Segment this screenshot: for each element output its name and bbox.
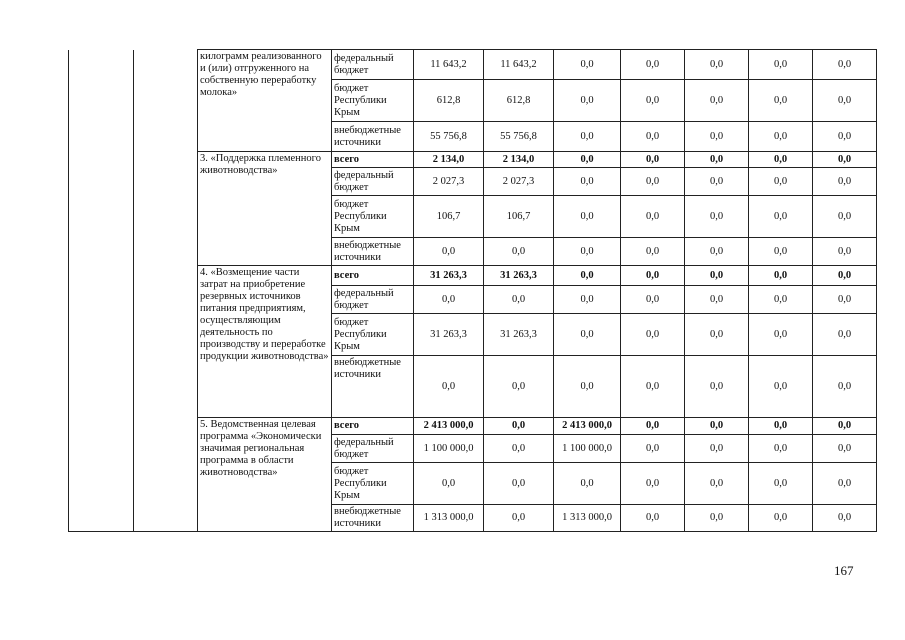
amount-cell: 0,0 — [749, 418, 813, 435]
amount-cell: 1 100 000,0 — [554, 435, 621, 463]
amount-cell: 0,0 — [685, 505, 749, 532]
amount-cell: 0,0 — [554, 50, 621, 80]
amount-cell: 0,0 — [414, 356, 484, 418]
amount-cell: 1 313 000,0 — [414, 505, 484, 532]
amount-cell: 0,0 — [685, 238, 749, 266]
amount-cell: 0,0 — [685, 50, 749, 80]
amount-cell: 55 756,8 — [414, 122, 484, 152]
funding-source-cell: бюджет Республики Крым — [332, 463, 414, 505]
measure-name-cell: 4. «Возмещение части затрат на приобретение резервных источников питания предприятиям, осуществляющим деятельность по производству и переработке продукции животноводства» — [198, 266, 332, 418]
blank-cell — [134, 50, 198, 532]
funding-source-cell: внебюджетные источники — [332, 238, 414, 266]
funding-source-cell: федеральный бюджет — [332, 435, 414, 463]
amount-cell: 11 643,2 — [484, 50, 554, 80]
amount-cell: 0,0 — [621, 314, 685, 356]
amount-cell: 31 263,3 — [414, 314, 484, 356]
amount-cell: 0,0 — [685, 463, 749, 505]
amount-cell: 0,0 — [554, 286, 621, 314]
amount-cell: 106,7 — [414, 196, 484, 238]
amount-cell: 0,0 — [685, 314, 749, 356]
amount-cell: 0,0 — [414, 463, 484, 505]
amount-cell: 0,0 — [813, 435, 877, 463]
amount-cell: 0,0 — [484, 286, 554, 314]
amount-cell: 0,0 — [554, 122, 621, 152]
amount-cell: 0,0 — [685, 80, 749, 122]
amount-cell: 2 134,0 — [414, 152, 484, 168]
amount-cell: 0,0 — [484, 238, 554, 266]
amount-cell: 55 756,8 — [484, 122, 554, 152]
amount-cell: 0,0 — [749, 314, 813, 356]
amount-cell: 2 413 000,0 — [414, 418, 484, 435]
amount-cell: 0,0 — [414, 286, 484, 314]
amount-cell: 0,0 — [685, 286, 749, 314]
amount-cell: 0,0 — [554, 238, 621, 266]
amount-cell: 0,0 — [813, 356, 877, 418]
amount-cell: 0,0 — [749, 196, 813, 238]
amount-cell: 0,0 — [621, 286, 685, 314]
funding-source-cell: всего — [332, 418, 414, 435]
funding-source-cell: федеральный бюджет — [332, 168, 414, 196]
amount-cell: 0,0 — [749, 238, 813, 266]
amount-cell: 612,8 — [484, 80, 554, 122]
funding-source-cell: федеральный бюджет — [332, 286, 414, 314]
amount-cell: 0,0 — [554, 80, 621, 122]
table-row — [69, 50, 877, 80]
amount-cell: 0,0 — [554, 314, 621, 356]
amount-cell: 0,0 — [813, 80, 877, 122]
amount-cell: 2 027,3 — [484, 168, 554, 196]
funding-source-cell: всего — [332, 266, 414, 286]
amount-cell: 2 413 000,0 — [554, 418, 621, 435]
amount-cell: 31 263,3 — [414, 266, 484, 286]
amount-cell: 0,0 — [749, 80, 813, 122]
amount-cell: 0,0 — [813, 196, 877, 238]
amount-cell: 0,0 — [813, 152, 877, 168]
amount-cell: 0,0 — [813, 463, 877, 505]
amount-cell: 0,0 — [554, 463, 621, 505]
amount-cell: 0,0 — [813, 122, 877, 152]
amount-cell: 2 027,3 — [414, 168, 484, 196]
amount-cell: 0,0 — [749, 122, 813, 152]
measure-name-cell: 3. «Поддержка племенного животноводства» — [198, 152, 332, 266]
amount-cell: 2 134,0 — [484, 152, 554, 168]
amount-cell: 0,0 — [554, 152, 621, 168]
amount-cell: 0,0 — [749, 50, 813, 80]
amount-cell: 0,0 — [813, 238, 877, 266]
blank-cell — [69, 50, 134, 532]
amount-cell: 0,0 — [621, 435, 685, 463]
amount-cell: 0,0 — [621, 196, 685, 238]
amount-cell: 0,0 — [621, 50, 685, 80]
amount-cell: 0,0 — [749, 286, 813, 314]
amount-cell: 0,0 — [621, 80, 685, 122]
funding-source-cell: бюджет Республики Крым — [332, 80, 414, 122]
amount-cell: 0,0 — [813, 314, 877, 356]
funding-source-cell: внебюджетные источники — [332, 505, 414, 532]
funding-source-cell: внебюджетные источники — [332, 356, 414, 418]
amount-cell: 0,0 — [484, 356, 554, 418]
budget-table — [68, 49, 877, 532]
amount-cell: 0,0 — [621, 238, 685, 266]
amount-cell: 0,0 — [749, 505, 813, 532]
page-number: 167 — [834, 563, 854, 578]
funding-source-cell: всего — [332, 152, 414, 168]
amount-cell: 0,0 — [621, 152, 685, 168]
amount-cell: 0,0 — [685, 356, 749, 418]
amount-cell: 0,0 — [813, 50, 877, 80]
funding-source-cell: федеральный бюджет — [332, 50, 414, 80]
amount-cell: 0,0 — [621, 505, 685, 532]
amount-cell: 0,0 — [685, 418, 749, 435]
measure-name-cell: килограмм реализованного и (или) отгруженного на собственную переработку молока» — [198, 50, 332, 152]
amount-cell: 0,0 — [621, 356, 685, 418]
amount-cell: 0,0 — [749, 435, 813, 463]
amount-cell: 0,0 — [554, 168, 621, 196]
amount-cell: 0,0 — [749, 152, 813, 168]
amount-cell: 0,0 — [621, 463, 685, 505]
amount-cell: 0,0 — [749, 463, 813, 505]
amount-cell: 0,0 — [621, 122, 685, 152]
amount-cell: 0,0 — [554, 196, 621, 238]
amount-cell: 0,0 — [685, 196, 749, 238]
amount-cell: 0,0 — [749, 356, 813, 418]
amount-cell: 0,0 — [484, 435, 554, 463]
amount-cell: 0,0 — [685, 122, 749, 152]
amount-cell: 31 263,3 — [484, 314, 554, 356]
funding-source-cell: внебюджетные источники — [332, 122, 414, 152]
amount-cell: 0,0 — [621, 168, 685, 196]
amount-cell: 0,0 — [813, 266, 877, 286]
amount-cell: 0,0 — [414, 238, 484, 266]
amount-cell: 1 100 000,0 — [414, 435, 484, 463]
amount-cell: 0,0 — [749, 266, 813, 286]
amount-cell: 0,0 — [554, 356, 621, 418]
amount-cell: 0,0 — [813, 286, 877, 314]
amount-cell: 31 263,3 — [484, 266, 554, 286]
amount-cell: 106,7 — [484, 196, 554, 238]
amount-cell: 11 643,2 — [414, 50, 484, 80]
amount-cell: 0,0 — [685, 435, 749, 463]
measure-name-cell: 5. Ведомственная целевая программа «Экономически значимая региональная программа в области животноводства» — [198, 418, 332, 532]
amount-cell: 0,0 — [621, 418, 685, 435]
amount-cell: 0,0 — [813, 168, 877, 196]
amount-cell: 0,0 — [749, 168, 813, 196]
amount-cell: 0,0 — [685, 152, 749, 168]
amount-cell: 0,0 — [484, 505, 554, 532]
amount-cell: 0,0 — [685, 266, 749, 286]
amount-cell: 0,0 — [685, 168, 749, 196]
amount-cell: 1 313 000,0 — [554, 505, 621, 532]
amount-cell: 0,0 — [554, 266, 621, 286]
amount-cell: 0,0 — [813, 505, 877, 532]
funding-source-cell: бюджет Республики Крым — [332, 314, 414, 356]
amount-cell: 0,0 — [484, 418, 554, 435]
amount-cell: 0,0 — [621, 266, 685, 286]
amount-cell: 0,0 — [813, 418, 877, 435]
amount-cell: 612,8 — [414, 80, 484, 122]
funding-source-cell: бюджет Республики Крым — [332, 196, 414, 238]
amount-cell: 0,0 — [484, 463, 554, 505]
